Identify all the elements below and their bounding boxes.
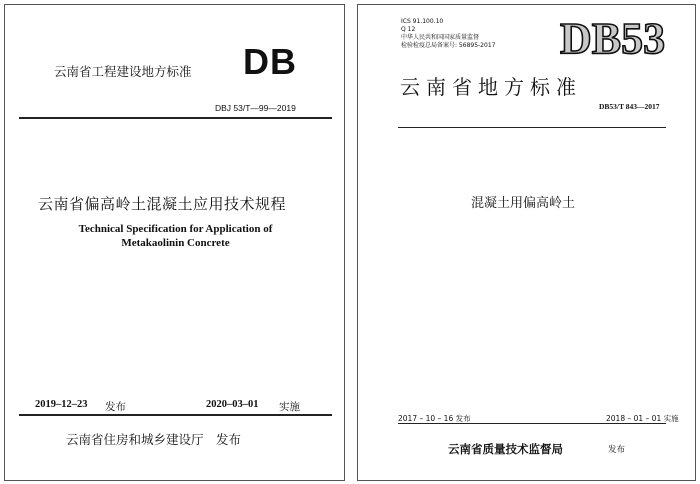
right-standard-code: DB53/T 843—2017 — [599, 102, 660, 111]
left-issue-date: 2019–12–23 — [35, 399, 88, 410]
right-bottom-rule — [398, 423, 666, 424]
right-issuer-label: 发布 — [608, 445, 626, 455]
right-top-rule — [398, 127, 666, 128]
ics-line: ICS 91.100.10 — [401, 18, 444, 25]
right-implement-date: 2018 – 01 – 01 实施 — [606, 414, 679, 423]
left-implement-date: 2020–03–01 — [206, 399, 259, 410]
left-top-rule — [19, 117, 332, 119]
left-agency-label: 云南省工程建设地方标准 — [54, 64, 192, 79]
right-db53-logo — [558, 13, 674, 61]
right-ics-block — [401, 18, 495, 50]
left-db-logo: DB — [243, 41, 297, 82]
db53-logo-graphic — [558, 13, 674, 61]
right-issuer: 云南省质量技术监督局 — [448, 442, 563, 456]
ics-line: Q 12 — [401, 26, 416, 33]
left-standard-code: DBJ 53/T—99—2019 — [215, 103, 296, 113]
ics-line: 中华人民共和国国家质量监督 — [401, 34, 480, 41]
left-title-en-line1: Technical Specification for Application of — [78, 223, 273, 235]
left-issue-label: 发布 — [105, 401, 126, 413]
db53-logo-text: DB53 — [560, 14, 666, 61]
left-title-cn: 云南省偏高岭土混凝土应用技术规程 — [38, 195, 287, 213]
left-title-en-line2: Metakaolinin Concrete — [121, 237, 230, 249]
right-title-cn: 混凝土用偏高岭土 — [471, 196, 576, 211]
left-issuer: 云南省住房和城乡建设厅 发布 — [66, 432, 242, 447]
left-standard-cover — [4, 4, 345, 481]
right-standard-cover — [357, 4, 696, 481]
left-bottom-rule — [19, 414, 332, 416]
right-agency-label: 云南省地方标准 — [400, 77, 582, 99]
ics-line: 检验检疫总局备案号: 56895-2017 — [401, 42, 496, 49]
left-implement-label: 实施 — [279, 401, 300, 413]
right-issue-date: 2017 – 10 – 16 发布 — [398, 414, 471, 423]
